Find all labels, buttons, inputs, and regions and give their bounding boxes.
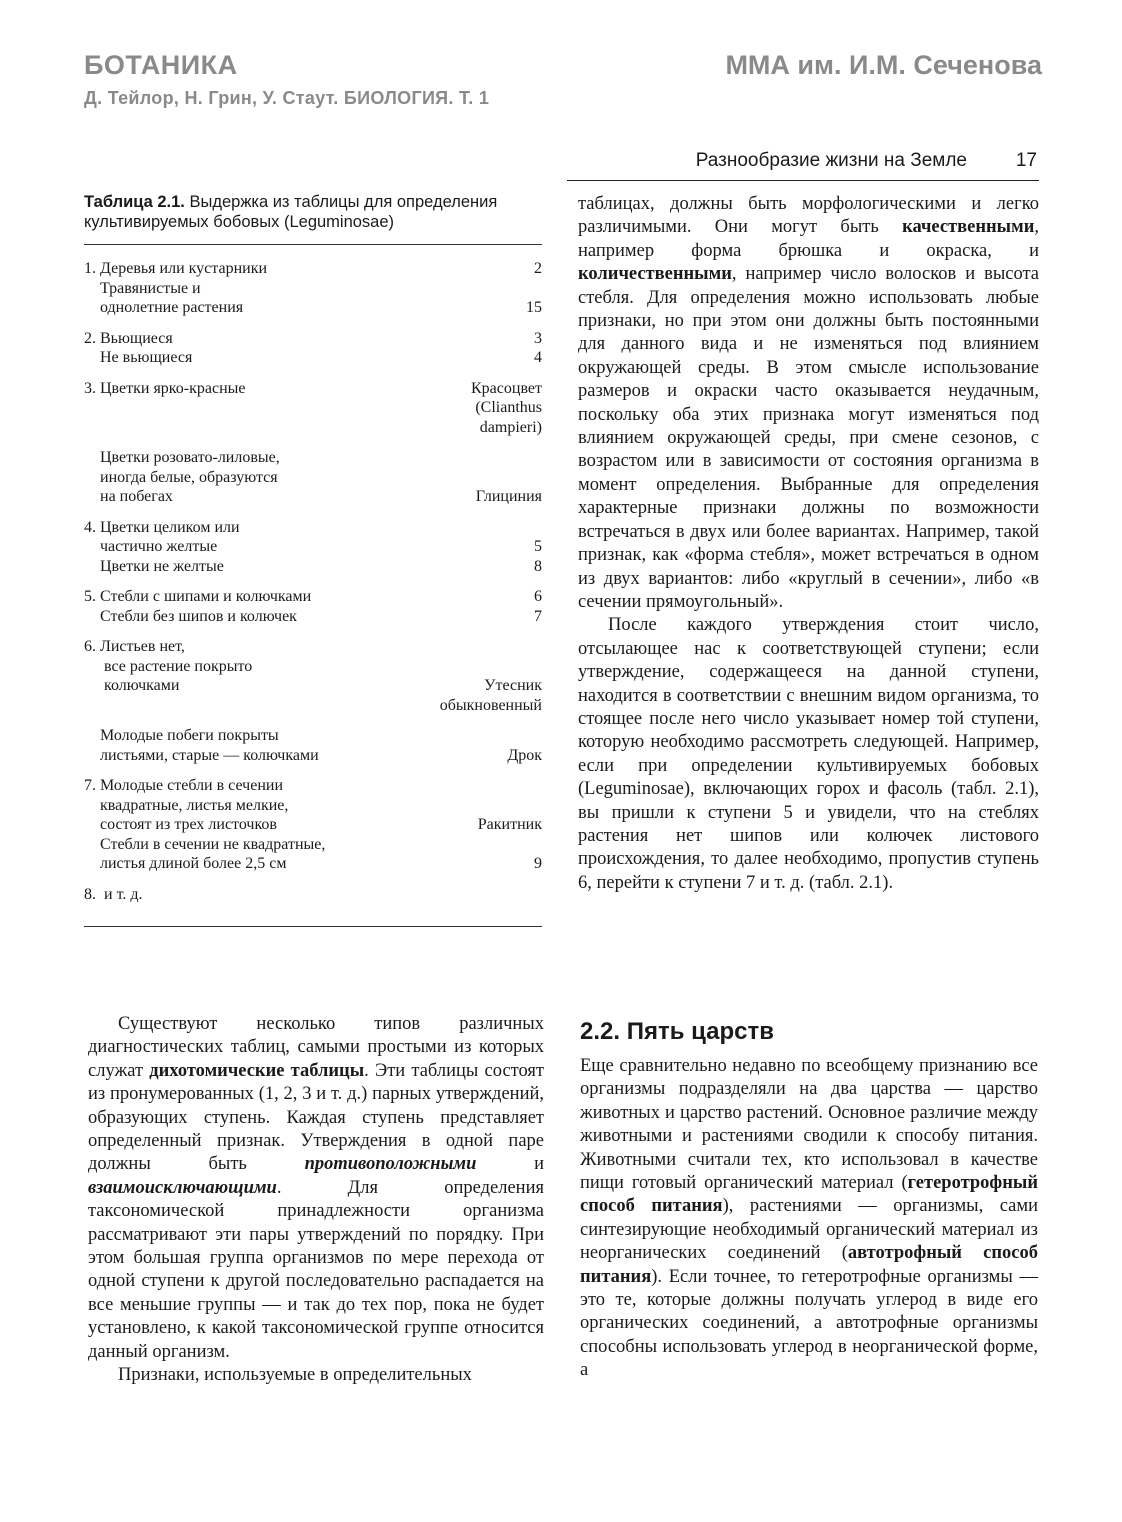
table-caption	[84, 192, 542, 232]
table-2-1	[84, 192, 542, 927]
paragraph	[580, 1055, 1038, 1383]
header-right-title: ММА им. И.М. Сеченова	[725, 50, 1042, 80]
section-heading: 2.2. Пять царств	[580, 1018, 775, 1045]
table-row	[84, 726, 542, 765]
term-bold-italic: противоположными	[304, 1154, 477, 1175]
table-row-statement: 7. Молодые стебли в сечении квадратные, листья мелкие, состоят из трех листочков Стебли в сечении не квадратные, листья длиной более 2,5 см	[84, 777, 326, 872]
table-row	[84, 379, 542, 438]
body-column-section	[580, 1055, 1038, 1383]
table-row	[84, 776, 542, 874]
term-bold: качественными	[902, 217, 1035, 238]
table-row-result: 5 8	[534, 538, 542, 575]
table-row	[84, 885, 542, 905]
term-bold: дихотомические таблицы	[149, 1060, 365, 1081]
header-subtitle: Д. Тейлор, Н. Грин, У. Стаут. БИОЛОГИЯ. Т. 1	[84, 88, 490, 108]
table-bottom-rule	[84, 926, 542, 927]
table-row-result: Красоцвет (Clianthus dampieri)	[471, 379, 542, 436]
page-number: 17	[1015, 150, 1037, 171]
text-run: таблицах, должны быть морфологическими и легко различимыми. Они могут быть	[578, 194, 1039, 238]
running-head-title: Разнообразие жизни на Земле	[695, 150, 967, 171]
text-run: . Эти таблицы состоят из пронумерованных (1, 2, 3 и т. д.) парных утверждений, образующих ступень. Каждая ступень представляет определенный признак. Утверждения в одной паре должны быть	[88, 1060, 544, 1175]
table-row	[84, 448, 542, 507]
header-left-title: БОТАНИКА	[84, 50, 238, 80]
table-row-statement: 5. Стебли с шипами и колючками Стебли без шипов и колючек	[84, 588, 312, 625]
table-row-statement: Молодые побеги покрыты листьями, старые — колючками	[100, 727, 319, 764]
text-run: ). Если точнее, то гетеротрофные организмы — это те, которые должны получать углерод в виде его органических соединений, а автотрофные организмы способны использовать углерод в неорганической форме, а	[580, 1266, 1038, 1381]
running-head	[567, 146, 1039, 181]
text-run: , например форма брюшка и окраска, и	[578, 217, 1039, 261]
table-row-result: Ракитник 9	[477, 816, 542, 872]
term-bold: гетеротрофный способ питания	[580, 1173, 1038, 1217]
table-row-statement: 6. Листьев нет, все растение покрыто колючками	[84, 638, 253, 694]
table-row-statement: 3. Цветки ярко-красные	[84, 379, 246, 397]
table-row-result: 2 15	[526, 260, 542, 316]
paragraph	[88, 1013, 544, 1364]
table-row-statement: 2. Вьющиеся Не вьющиеся	[84, 329, 193, 366]
text-run: и	[476, 1154, 544, 1175]
term-bold: автотрофный способ питания	[580, 1243, 1038, 1287]
paragraph: Признаки, используемые в определительных	[118, 1365, 472, 1386]
table-rows	[84, 259, 542, 904]
table-row-statement: 8. и т. д.	[84, 885, 143, 903]
table-row-result: Дрок	[507, 746, 542, 764]
table-row-statement: Цветки розовато-лиловые, иногда белые, образуются на побегах	[100, 449, 280, 505]
text-run: ), растениями — организмы, сами синтезирующие необходимый органический материал из неорганических соединений (	[580, 1196, 1038, 1264]
term-bold: количественными	[578, 264, 732, 285]
table-row-statement: 1. Деревья или кустарники Травянистые и однолетние растения	[84, 260, 268, 316]
text-run: Еще сравнительно недавно по всеобщему признанию все организмы подразделяли на два царства — царство животных и царство растений. Основное различие между животными и растениями сводили к способу питания. Животными считали тех, кто использовал в качестве пищи готовый органический материал (	[580, 1056, 1038, 1194]
paragraph: После каждого утверждения стоит число, отсылающее нас к соответствующей ступени; если утверждение, содержащееся на данной ступени, находится в соответствии с внешним видом организма, то стоящее после него число указывает номер той ступени, которую необходимо рассмотреть следующей. Например, если при определении культивируемых бобовых (Leguminosae), включающих горох и фасоль (табл. 2.1), вы пришли к ступени 5 и увидели, что на стеблях растения нет шипов или колючек листового происхождения, то далее необходимо, пропустив ступень 6, перейти к ступени 7 и т. д. (табл. 2.1).	[578, 615, 1039, 893]
paragraph	[578, 193, 1039, 614]
body-column-left	[88, 1013, 544, 1388]
table-row	[84, 637, 542, 715]
table-row-statement: 4. Цветки целиком или частично желтые Цветки не желтые	[84, 518, 240, 575]
table-row	[84, 587, 542, 626]
table-row	[84, 259, 542, 318]
table-row-result: 6 7	[534, 588, 542, 625]
table-caption-text: Выдержка из таблицы для определения культивируемых бобовых (Leguminosae)	[84, 193, 498, 231]
table-caption-label: Таблица 2.1.	[84, 193, 185, 211]
table-row-result: Утесник обыкновенный	[439, 677, 542, 714]
body-column-right	[578, 193, 1039, 895]
table-top-rule	[84, 244, 542, 245]
table-row	[84, 518, 542, 577]
table-row	[84, 329, 542, 368]
table-row-result: Глициния	[475, 488, 542, 505]
text-run: . Для определения таксономической принадлежности организма рассматривают эти пары утверждений по порядку. При этом большая группа организмов по мере перехода от одной ступени к другой последовательно распадается на все меньшие группы — и так до тех пор, пока не будет установлено, к какой таксономической группе относится данный организм.	[88, 1177, 544, 1362]
table-row-result	[396, 885, 542, 905]
term-bold-italic: взаимоисключающими	[88, 1177, 277, 1198]
table-row-result: 3 4	[534, 329, 542, 366]
text-run: , например число волосков и высота стебля. Для определения можно использовать любые признаки, но при этом они должны быть постоянными для данного вида и не изменяться под влиянием окружающей среды. В этом смысле использование размеров и окраски часто оказывается неудачным, поскольку оба этих признака могут изменяться под влиянием окружающей среды, при смене сезонов, с возрастом или в зависимости от состояния организма в момент определения. Выбранные для определения характерные признаки должны по возможности встречаться в двух или более вариантах. Например, такой признак, как «форма стебля», может встречаться в одном из двух вариантов: либо «круглый в сечении», либо «в сечении прямоугольный».	[578, 264, 1039, 612]
text-run: Существуют несколько типов различных диагностических таблиц, самыми простыми из которых служат	[88, 1014, 544, 1081]
